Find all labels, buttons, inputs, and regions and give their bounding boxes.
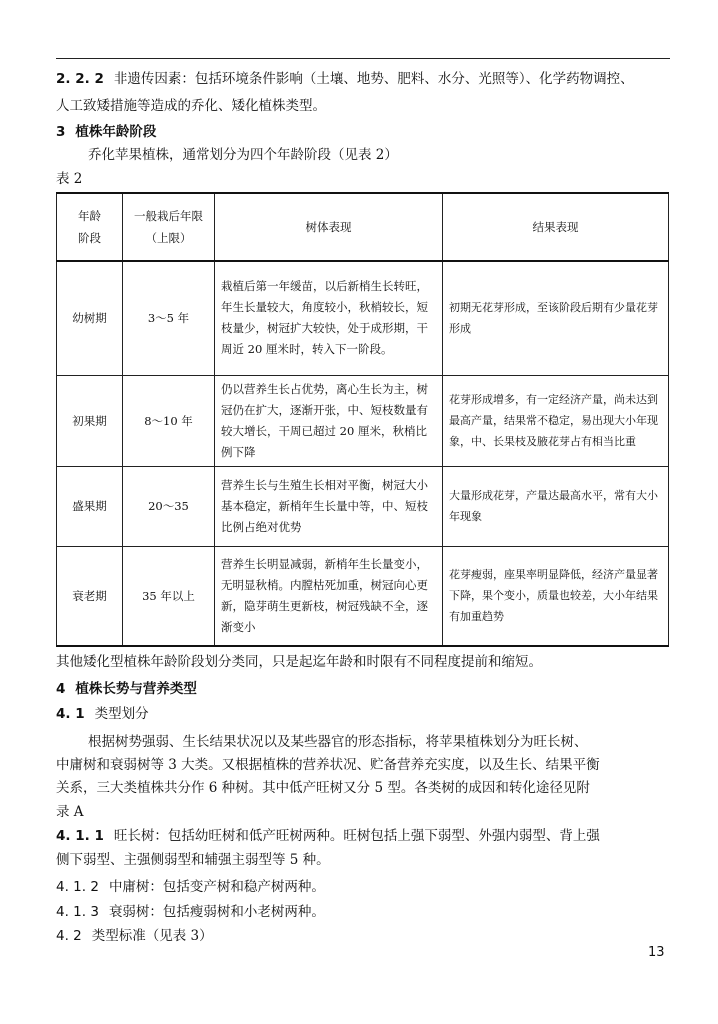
cell-stage: 衰老期 <box>57 546 123 646</box>
cell-tree: 营养生长明显减弱，新梢年生长量变小，无明显秋梢。内膛枯死加重，树冠向心更新，隐芽萌生更新枝，树冠残缺不全，逐渐变小 <box>215 546 443 646</box>
cell-tree: 营养生长与生殖生长相对平衡，树冠大小基本稳定，新梢年生长量中等，中、短枝比例占绝对优势 <box>215 466 443 546</box>
cell-stage: 幼树期 <box>57 261 123 375</box>
header-years: 一般栽后年限 （上限） <box>123 193 215 261</box>
para-4-1-1-line1: 4. 1. 1 旺长树：包括幼旺树和低产旺树两种。旺树包括上强下弱型、外强内弱型、背上强 <box>56 828 600 844</box>
header-tree: 树体表现 <box>215 193 443 261</box>
cell-stage: 初果期 <box>57 375 123 466</box>
table-label: 表 2 <box>56 171 83 187</box>
table-header-row <box>57 193 669 261</box>
cell-years: 8～10 年 <box>123 375 215 466</box>
para-2-2-2-line1: 2. 2. 2 非遗传因素：包括环境条件影响（土壤、地势、肥料、水分、光照等）、化学药物调控、 <box>56 71 634 87</box>
cell-fruit: 大量形成花芽，产量达最高水平，常有大小年现象 <box>443 466 669 546</box>
header-fruit: 结果表现 <box>443 193 669 261</box>
table-row <box>57 375 669 466</box>
section-3-intro: 乔化苹果植株，通常划分为四个年龄阶段（见表 2） <box>88 147 398 163</box>
cell-tree: 仍以营养生长占优势，离心生长为主，树冠仍在扩大，逐渐开张，中、短枝数量有较大增长，干周已超过 20 厘米，秋梢比例下降 <box>215 375 443 466</box>
para-4-1-line3: 关系，三大类植株共分作 6 种树。其中低产旺树又分 5 型。各类树的成因和转化途径见附 <box>56 780 590 796</box>
para-4-1-2: 4. 1. 2 中庸树：包括变产树和稳产树两种。 <box>56 879 325 895</box>
section-4-2-heading: 4. 2 类型标准（见表 3） <box>56 928 213 944</box>
para-4-1-1-line2: 侧下弱型、主强侧弱型和辅强主弱型等 5 种。 <box>56 852 330 868</box>
para-4-1-line2: 中庸树和衰弱树等 3 大类。又根据植株的营养状况、贮备营养充实度，以及生长、结果平衡 <box>56 757 600 773</box>
after-table-note: 其他矮化型植株年龄阶段划分类同，只是起迄年龄和时限有不同程度提前和缩短。 <box>56 654 542 670</box>
section-3-heading: 3 植株年龄阶段 <box>56 124 157 140</box>
cell-years: 3～5 年 <box>123 261 215 375</box>
para-2-2-2-line2: 人工致矮措施等造成的乔化、矮化植株类型。 <box>56 98 326 114</box>
cell-years: 20～35 <box>123 466 215 546</box>
cell-fruit: 花芽瘦弱，座果率明显降低，经济产量显著下降，果个变小，质量也较差，大小年结果有加重趋势 <box>443 546 669 646</box>
cell-tree: 栽植后第一年缓苗，以后新梢生长转旺，年生长量较大，角度较小，秋梢较长，短枝量少，树冠扩大较快，处于成形期，干周近 20 厘米时，转入下一阶段。 <box>215 261 443 375</box>
table-row <box>57 261 669 375</box>
para-2-2-2-number: 2. 2. 2 <box>56 71 104 87</box>
cell-stage: 盛果期 <box>57 466 123 546</box>
para-4-1-line4: 录 A <box>56 804 84 820</box>
para-4-1-line1: 根据树势强弱、生长结果状况以及某些器官的形态指标，将苹果植株划分为旺长树、 <box>88 734 588 750</box>
para-4-1-3: 4. 1. 3 衰弱树：包括瘦弱树和小老树两种。 <box>56 904 325 920</box>
age-stage-table <box>56 192 669 647</box>
cell-years: 35 年以上 <box>123 546 215 646</box>
section-4-1-heading: 4. 1 类型划分 <box>56 706 149 722</box>
header-stage: 年龄 阶段 <box>57 193 123 261</box>
cell-fruit: 初期无花芽形成，至该阶段后期有少量花芽形成 <box>443 261 669 375</box>
section-4-heading: 4 植株长势与营养类型 <box>56 681 197 697</box>
cell-fruit: 花芽形成增多，有一定经济产量，尚未达到最高产量，结果常不稳定，易出现大小年现象，中、长果枝及腋花芽占有相当比重 <box>443 375 669 466</box>
table-row <box>57 466 669 546</box>
table-row <box>57 546 669 646</box>
page-number: 13 <box>648 945 665 960</box>
header-rule <box>56 58 670 59</box>
